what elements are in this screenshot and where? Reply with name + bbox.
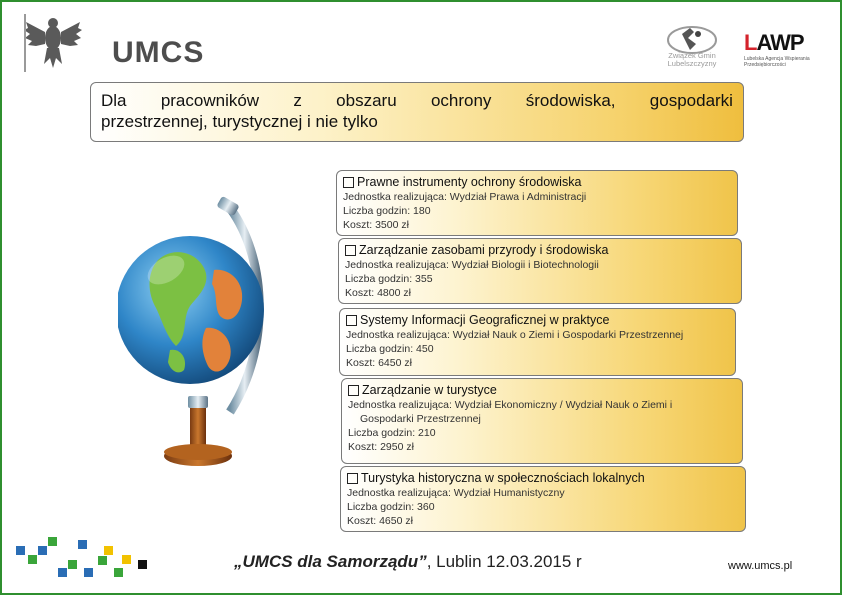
course-cost: Koszt: 2950 zł: [348, 441, 414, 453]
course-hours: Liczba godzin: 450: [346, 343, 434, 355]
title-line-2: przestrzennej, turystycznej i nie tylko: [101, 112, 378, 131]
course-title: Prawne instrumenty ochrony środowiska: [343, 175, 731, 190]
checkbox-bullet-icon: [347, 473, 358, 484]
partner-logo-zgl: [660, 24, 724, 70]
course-cost: Koszt: 4800 zł: [345, 287, 411, 299]
course-hours: Liczba godzin: 210: [348, 427, 436, 439]
footer-url[interactable]: www.umcs.pl: [728, 560, 793, 572]
course-unit-continued: Gospodarki Przestrzennej: [360, 413, 481, 425]
title-word: Dla: [101, 91, 127, 110]
course-title: Zarządzanie zasobami przyrody i środowiska: [345, 243, 735, 258]
title-word: ochrony: [430, 91, 492, 110]
umcs-wordmark: UMCS: [112, 36, 205, 69]
lawp-wordmark: LAWP: [744, 30, 804, 55]
slide-title-box: [90, 82, 744, 142]
course-unit: Jednostka realizująca: Wydział Prawa i Administracji: [343, 191, 587, 203]
title-word: z: [293, 91, 302, 110]
checkbox-bullet-icon: [346, 315, 357, 326]
zgl-emblem-icon: [660, 24, 724, 54]
course-item-1: [336, 170, 738, 236]
course-hours: Liczba godzin: 180: [343, 205, 431, 217]
umcs-logo: [22, 14, 205, 72]
course-hours: Liczba godzin: 360: [347, 501, 435, 513]
course-title: Turystyka historyczna w społecznościach lokalnych: [347, 471, 739, 486]
zgl-label: Związek Gmin Lubelszczyzny: [667, 51, 717, 68]
course-title: Zarządzanie w turystyce: [348, 383, 736, 398]
course-cost: Koszt: 4650 zł: [347, 515, 413, 527]
course-hours: Liczba godzin: 355: [345, 273, 433, 285]
checkbox-bullet-icon: [343, 177, 354, 188]
title-word: obszaru: [336, 91, 397, 110]
course-unit: Jednostka realizująca: Wydział Biologii i Biotechnologii: [345, 259, 599, 271]
course-unit: Jednostka realizująca: Wydział Nauk o Ziemi i Gospodarki Przestrzennej: [346, 329, 684, 341]
course-item-5: [340, 466, 746, 532]
eagle-emblem-icon: [22, 14, 84, 72]
course-item-4: [341, 378, 743, 464]
footer-caption: „UMCS dla Samorządu”, Lublin 12.03.2015 r: [234, 552, 582, 571]
title-word: gospodarki: [649, 91, 733, 110]
globe-illustration: [118, 150, 278, 480]
course-unit: Jednostka realizująca: Wydział Ekonomiczny / Wydział Nauk o Ziemi i: [348, 399, 673, 411]
title-line-1: [101, 91, 733, 111]
course-cost: Koszt: 3500 zł: [343, 219, 409, 231]
course-title: Systemy Informacji Geograficznej w praktyce: [346, 313, 729, 328]
checkbox-bullet-icon: [345, 245, 356, 256]
partner-logo-lawp: [742, 30, 822, 68]
lawp-subtitle: Lubelska Agencja Wspierania Przedsiębiorczości: [744, 56, 810, 68]
title-word: środowiska,: [525, 91, 616, 110]
course-cost: Koszt: 6450 zł: [346, 357, 412, 369]
course-unit: Jednostka realizująca: Wydział Humanistyczny: [347, 487, 565, 499]
course-item-3: [339, 308, 736, 376]
checkbox-bullet-icon: [348, 385, 359, 396]
course-item-2: [338, 238, 742, 304]
title-word: pracowników: [160, 91, 260, 110]
